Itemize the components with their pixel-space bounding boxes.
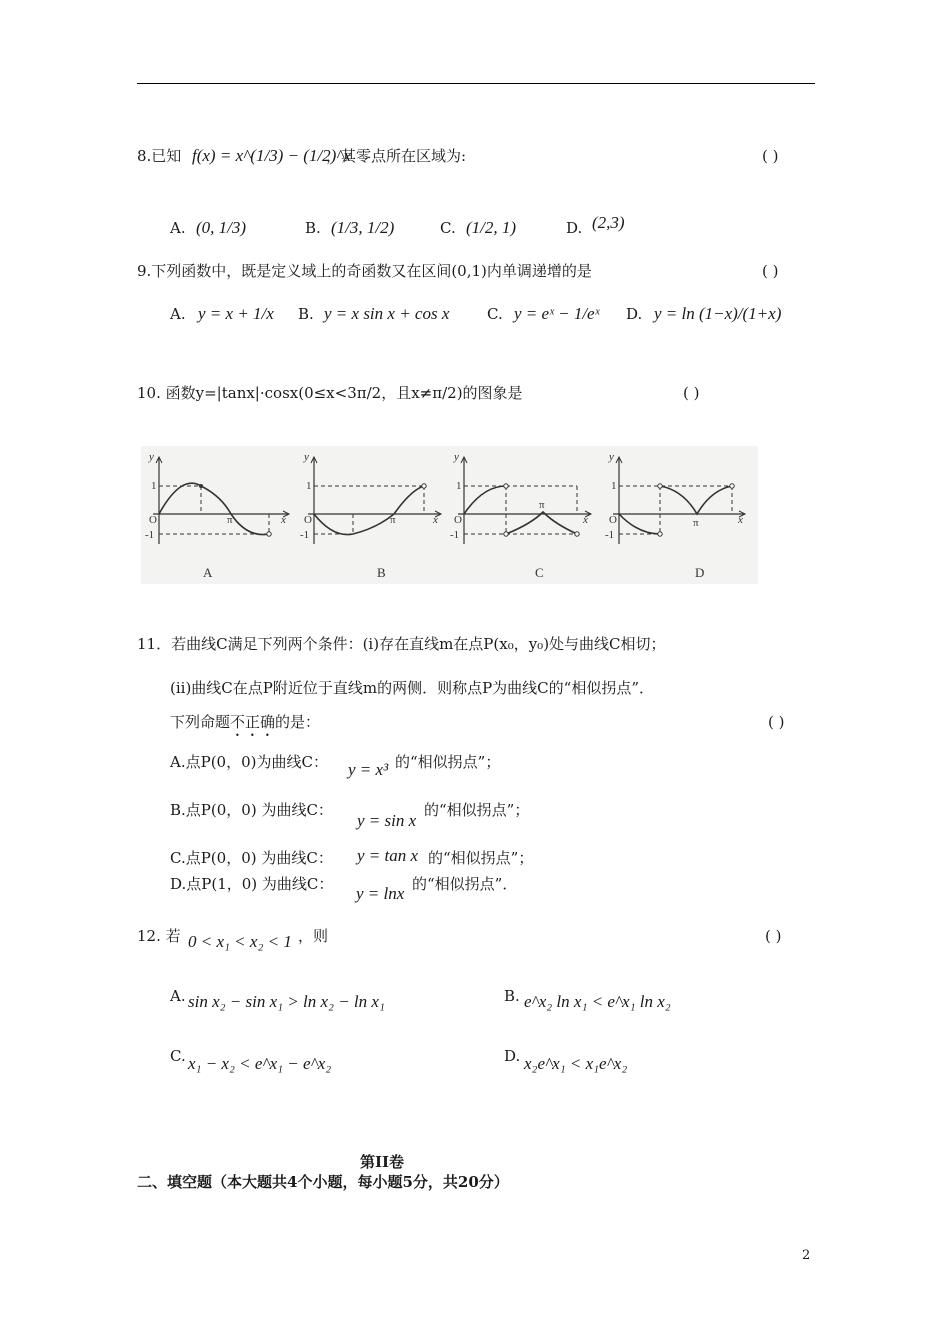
svg-text:π: π: [539, 499, 545, 511]
q10-graphs-svg: [141, 446, 758, 584]
page-number: 2: [802, 1248, 811, 1263]
svg-text:x: x: [433, 514, 438, 526]
q8-bracket: ( ): [762, 147, 779, 165]
q11-not-emphasis: 不正确: [230, 713, 276, 731]
svg-text:-1: -1: [605, 529, 615, 541]
q9-opt-b-label: B.: [298, 305, 314, 323]
q12-opt-c: x₁ − x₂ < e^x₁ − e^x₂: [188, 1054, 332, 1073]
graph-b: [300, 451, 441, 580]
q9-opt-c-label: C.: [487, 305, 503, 323]
q8-opt-b-label: B.: [305, 219, 321, 237]
q12-bracket: ( ): [765, 927, 782, 945]
q11-opt-c-math: y = tan x: [357, 846, 419, 865]
q8-opt-b: (1/3, 1/2): [331, 218, 395, 237]
q9-opt-d: y = ln (1−x)/(1+x): [654, 304, 782, 323]
svg-text:π: π: [227, 514, 233, 526]
graph-d-label: D: [695, 565, 705, 580]
q12-opt-c-label: C.: [170, 1047, 186, 1065]
section-title: 第II卷: [360, 1153, 405, 1171]
svg-text:1: 1: [306, 480, 312, 492]
q10-graphs: [141, 446, 758, 584]
q12-cond: 0 < x₁ < x₂ < 1: [188, 932, 292, 951]
q8-opt-a: (0, 1/3): [196, 218, 247, 237]
q8-opt-d-label: D.: [566, 219, 583, 237]
q11-opt-d-math: y = lnx: [356, 884, 405, 903]
q9-opt-c: y = eˣ − 1/eˣ: [514, 304, 600, 323]
q8-tail: ，其零点所在区域为:: [326, 147, 467, 165]
svg-text:1: 1: [611, 480, 617, 492]
svg-text:x: x: [281, 514, 286, 526]
graph-b-label: B: [377, 565, 386, 580]
graph-c: [450, 451, 591, 580]
q9-opt-a: y = x + 1/x: [198, 304, 274, 323]
q8-formula: f(x) = x^(1/3) − (1/2)^x: [192, 146, 352, 165]
q11-bracket: ( ): [768, 713, 785, 731]
svg-text:1: 1: [151, 480, 157, 492]
svg-text:-1: -1: [450, 529, 460, 541]
svg-text:O: O: [454, 514, 462, 526]
q8-stem: 8.已知: [137, 147, 182, 165]
q11-opt-d-tail: 的“相似拐点”．: [412, 875, 518, 893]
q11-opt-b-math: y = sin x: [357, 811, 417, 830]
graph-d: [605, 451, 745, 580]
q8-opt-d: (2,3): [592, 213, 625, 232]
q12-opt-d-label: D.: [504, 1047, 521, 1065]
q11-line3: [170, 712, 320, 740]
svg-text:π: π: [693, 517, 699, 529]
q11-opt-c: C.点P(0，0) 为曲线C：: [170, 849, 333, 867]
section-subtitle: 二、填空题（本大题共4个小题，每小题5分，共20分）: [137, 1173, 509, 1191]
graph-a: [145, 451, 289, 580]
q11-opt-a-tail: 的“相似拐点”；: [395, 753, 501, 771]
svg-text:-1: -1: [145, 529, 155, 541]
svg-text:x: x: [583, 514, 588, 526]
header-rule: [137, 83, 815, 84]
q11-line2: (ii)曲线C在点P附近位于直线m的两侧．则称点P为曲线C的“相似拐点”．: [170, 679, 655, 697]
q10-bracket: ( ): [683, 384, 700, 402]
q11-opt-b-tail: 的“相似拐点”；: [424, 801, 530, 819]
q12-opt-a-label: A.: [170, 987, 186, 1005]
q12-opt-b-label: B.: [504, 987, 520, 1005]
svg-text:1: 1: [456, 480, 462, 492]
q11-opt-a: A.点P(0，0)为曲线C：: [170, 753, 328, 771]
svg-text:x: x: [738, 514, 743, 526]
graph-a-label: A: [203, 565, 213, 580]
q11-line1: 11．若曲线C满足下列两个条件：(i)存在直线m在点P(x₀，y₀)处与曲线C相切；: [137, 635, 666, 653]
q12-stem: 12. 若: [137, 927, 181, 945]
graph-c-label: C: [535, 565, 544, 580]
svg-text:π: π: [390, 514, 396, 526]
q8-opt-c-label: C.: [440, 219, 456, 237]
q9-opt-d-label: D.: [626, 305, 643, 323]
svg-text:y: y: [304, 451, 309, 463]
q12-tail: ，则: [298, 927, 329, 945]
svg-text:O: O: [304, 514, 312, 526]
q12-opt-b: e^x₂ ln x₁ < e^x₁ ln x₂: [524, 992, 671, 1011]
q9-stem: 9.下列函数中，既是定义域上的奇函数又在区间(0,1)内单调递增的是: [137, 262, 592, 280]
q9-opt-b: y = x sin x + cos x: [324, 304, 450, 323]
svg-text:O: O: [609, 514, 617, 526]
q12-opt-a: sin x₂ − sin x₁ > ln x₂ − ln x₁: [188, 992, 385, 1011]
q11-opt-a-math: y = x³: [348, 760, 389, 779]
q8-opt-a-label: A.: [170, 219, 186, 237]
q12-opt-d: x₂e^x₁ < x₁e^x₂: [524, 1054, 628, 1073]
q11-opt-d: D.点P(1，0) 为曲线C：: [170, 875, 334, 893]
q8-opt-c: (1/2, 1): [466, 218, 517, 237]
q11-line3-a: 下列命题: [170, 713, 231, 731]
svg-text:-1: -1: [300, 529, 310, 541]
q9-bracket: ( ): [762, 262, 779, 280]
q11-opt-c-tail: 的“相似拐点”；: [428, 849, 534, 867]
q9-opt-a-label: A.: [170, 305, 186, 323]
svg-text:y: y: [609, 451, 614, 463]
q11-opt-b: B.点P(0，0) 为曲线C：: [170, 801, 333, 819]
q10-stem: 10. 函数y=|tanx|·cosx(0≤x<3π/2，且x≠π/2)的图象是: [137, 384, 523, 402]
q11-line3-c: 的是：: [275, 713, 321, 731]
svg-text:y: y: [454, 451, 459, 463]
svg-text:y: y: [149, 451, 154, 463]
svg-text:O: O: [149, 514, 157, 526]
